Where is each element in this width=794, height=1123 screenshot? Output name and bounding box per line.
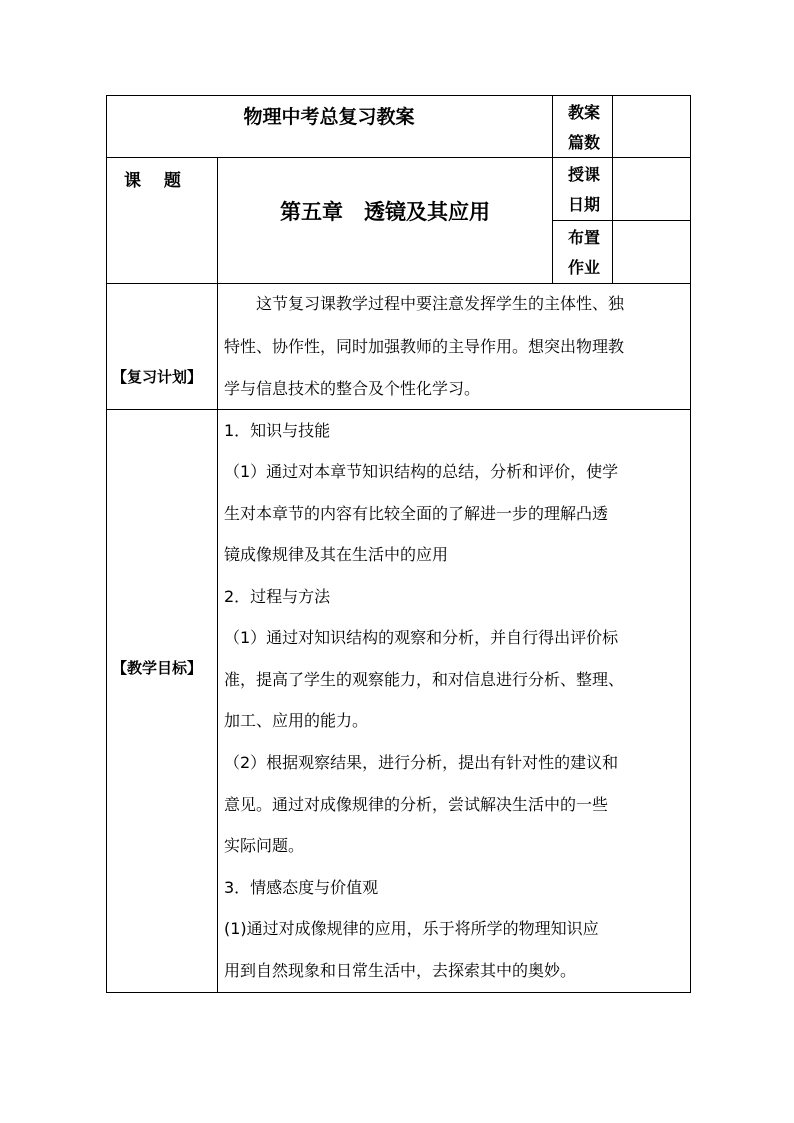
- teaching-goals-line: 1．知识与技能: [224, 421, 331, 440]
- teaching-goals-line: 3．情感态度与价值观: [224, 878, 379, 897]
- table-border-header-bottom: [106, 157, 691, 158]
- review-plan-label: 【复习计划】: [112, 368, 203, 386]
- teaching-goals-line: (1)通过对成像规律的应用，乐于将所学的物理知识应: [224, 919, 599, 938]
- table-border-bottom: [106, 992, 691, 993]
- teaching-goals-line: 生对本章节的内容有比较全面的了解进一步的理解凸透: [224, 504, 609, 523]
- table-border-date-bottom: [552, 220, 691, 221]
- class-date-label-line1: 授课: [568, 165, 601, 184]
- teaching-goals-line: 实际问题。: [224, 836, 305, 855]
- lesson-count-label-line1: 教案: [568, 103, 601, 122]
- table-border-left: [106, 95, 107, 993]
- teaching-goals-line: （2）根据观察结果，进行分析，提出有针对性的建议和: [224, 753, 619, 772]
- teaching-goals-line: 准，提高了学生的观察能力，和对信息进行分析、整理、: [224, 670, 625, 689]
- teaching-goals-label: 【教学目标】: [112, 659, 203, 677]
- table-border-plan-bottom: [106, 409, 691, 410]
- lesson-count-label-line2: 篇数: [568, 133, 601, 152]
- homework-label-line1: 布置: [568, 228, 601, 247]
- teaching-goals-line: 意见。通过对成像规律的分析，尝试解决生活中的一些: [224, 795, 609, 814]
- teaching-goals-line: 2．过程与方法: [224, 587, 331, 606]
- class-date-label-line2: 日期: [568, 195, 601, 214]
- page-title: 物理中考总复习教案: [243, 106, 415, 128]
- teaching-goals-line: （1）通过对知识结构的观察和分析，并自行得出评价标: [224, 628, 619, 647]
- review-plan-line: 学与信息技术的整合及个性化学习。: [224, 379, 481, 398]
- table-border-meta-col-left: [552, 95, 553, 284]
- teaching-goals-line: （1）通过对本章节知识结构的总结，分析和评价，使学: [224, 462, 619, 481]
- teaching-goals-line: 用到自然现象和日常生活中，去探索其中的奥妙。: [224, 961, 577, 980]
- table-border-right: [690, 95, 691, 993]
- table-border-top: [106, 95, 691, 96]
- table-border-label-col: [217, 157, 218, 993]
- table-border-meta-col-right: [612, 95, 613, 284]
- teaching-goals-line: 加工、应用的能力。: [224, 711, 369, 730]
- review-plan-line: 这节复习课教学过程中要注意发挥学生的主体性、独: [224, 294, 625, 313]
- chapter-topic: 第五章 透镜及其应用: [280, 200, 490, 224]
- table-border-topic-bottom: [106, 283, 691, 284]
- topic-label: 课 题: [124, 171, 181, 191]
- teaching-goals-line: 镜成像规律及其在生活中的应用: [224, 545, 449, 564]
- homework-label-line2: 作业: [568, 258, 601, 277]
- review-plan-line: 特性、协作性，同时加强教师的主导作用。想突出物理教: [224, 337, 625, 356]
